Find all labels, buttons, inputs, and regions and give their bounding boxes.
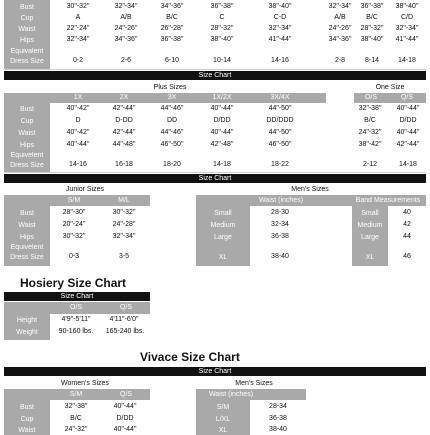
size-chart-bar-2: Size Chart	[4, 174, 426, 183]
vivace-mens-label-xl: XL	[196, 426, 250, 435]
plus-table-cell: D	[75, 117, 81, 124]
plus-table-cell: 40"-44"	[66, 141, 90, 148]
top-table-cell: 36"-38"	[160, 36, 184, 43]
onesize-qs: Q/S	[400, 94, 414, 101]
junior-cell: 30"-32"	[112, 209, 136, 216]
plus-table-cell: 16-18	[115, 161, 133, 168]
hosiery-cell: 4'9"-5'11"	[61, 316, 91, 323]
band-cell: 44	[403, 233, 411, 240]
plus-table-cell: D/DD	[213, 117, 231, 124]
vivace-mens-cell: 28-34	[269, 403, 287, 410]
womens-sizes-title: Women's Sizes	[61, 380, 109, 387]
womens-cell: 24"-32"	[64, 426, 88, 433]
top-table-cell: A/B	[334, 14, 346, 21]
top-table-cell: 24"-26"	[328, 25, 352, 32]
top-table-cell: 14-18	[398, 57, 416, 64]
top-table-cell: 34"-36"	[328, 36, 352, 43]
mens-waist-cell: 32-34	[271, 221, 289, 228]
row-label-cup: Cup	[4, 14, 50, 23]
top-table-cell: 41"-44"	[395, 36, 419, 43]
plus-table-cell: 44"-50"	[268, 129, 292, 136]
top-table-cell: 2-8	[334, 57, 346, 64]
top-table-cell: 22"-24"	[66, 25, 90, 32]
top-table-cell: 10-14	[213, 57, 231, 64]
top-table-cell: 6-10	[164, 57, 179, 64]
hosiery-title: Hosiery Size Chart	[20, 276, 127, 290]
plus-table-cell: DD/DDD	[266, 117, 294, 124]
plus-table-cell: 14-18	[213, 161, 231, 168]
hosiery-cell: 4'11"-6'0"	[109, 316, 139, 323]
junior-label-hips: Hips	[4, 233, 50, 242]
top-table-cell: 34"-36"	[114, 36, 138, 43]
mens-band-header: Band Measurements	[355, 197, 421, 204]
top-table-cell: 30"-32"	[66, 3, 90, 10]
row-label-dress-size: Dress Size	[4, 57, 50, 66]
vivace-mens-cell: 36-38	[269, 415, 287, 422]
top-table-cell: B/C	[166, 14, 178, 21]
band-cell: 40	[403, 209, 411, 216]
band-cell: 42	[403, 221, 411, 228]
junior-size-sm: S/M	[67, 197, 81, 204]
top-table-cell: 28"-32"	[360, 25, 384, 32]
plus-table-cell: 14-16	[69, 161, 87, 168]
junior-cell: 20"-24"	[62, 221, 86, 228]
plus-table-cell: 32"-38"	[358, 105, 382, 112]
plus-table-cell: 2-12	[362, 161, 377, 168]
top-table-cell: 32"-34"	[268, 25, 292, 32]
plus-table-cell: 40"-42"	[66, 105, 90, 112]
vivace-title: Vivace Size Chart	[140, 350, 240, 364]
top-table-cell: 36"-38"	[360, 3, 384, 10]
top-table-cell: 28"-32"	[210, 25, 234, 32]
hosiery-label-weight: Weight	[4, 328, 50, 337]
plus-label-bust: Bust	[4, 105, 50, 114]
junior-cell: 3-5	[118, 253, 130, 260]
plus-size-3x: 3X	[167, 94, 177, 101]
junior-cell: 24"-28"	[112, 221, 136, 228]
plus-table-cell: 40"-44"	[396, 105, 420, 112]
hosiery-size-os: O/S	[69, 304, 83, 311]
plus-label-equivalent: Equivelent	[4, 152, 50, 160]
vivace-mens-label-sm: S/M	[196, 403, 250, 412]
top-table-cell: 0-2	[72, 57, 84, 64]
plus-table-cell: B/C	[364, 117, 376, 124]
hosiery-size-qs: Q/S	[119, 304, 133, 311]
plus-size-1x2x: 1X/2X	[212, 94, 232, 101]
womens-size-qs: Q/S	[119, 391, 133, 398]
hosiery-label-height: Height	[4, 316, 50, 325]
hosiery-cell: 165-240 lbs.	[105, 328, 145, 335]
plus-table-cell: D-DD	[115, 117, 133, 124]
band-label-medium: Medium	[352, 221, 388, 230]
plus-table-cell: 42"-44"	[396, 141, 420, 148]
vivace-bar: Size Chart	[4, 367, 426, 376]
junior-label-waist: Waist	[4, 221, 50, 230]
plus-table-cell: 44"-46"	[160, 105, 184, 112]
junior-label-bust: Bust	[4, 209, 50, 218]
top-table-cell: 36"-38"	[210, 3, 234, 10]
junior-cell: 28"-30"	[62, 209, 86, 216]
plus-table-cell: 24"-32"	[358, 129, 382, 136]
mens-waist-header: Waist (inches)	[258, 197, 304, 204]
top-table-cell: 34"-36"	[160, 3, 184, 10]
band-label-large: Large	[352, 233, 388, 242]
junior-size-ml: M/L	[118, 197, 130, 204]
junior-label-dress-size: Dress Size	[4, 253, 50, 262]
plus-table-cell: 44"-48"	[112, 141, 136, 148]
plus-table-cell: 18-20	[163, 161, 181, 168]
top-table-cell: 32"-34"	[114, 3, 138, 10]
vivace-mens-title: Men's Sizes	[235, 380, 273, 387]
plus-size-1x: 1X	[73, 94, 83, 101]
top-table-cell: C	[219, 14, 225, 21]
onesize-os: O/S	[364, 94, 378, 101]
top-table-cell: 38"-40"	[268, 3, 292, 10]
mens-waist-cell: 36-38	[271, 233, 289, 240]
top-table-cell: 14-16	[271, 57, 289, 64]
top-table-cell: 41"-44"	[268, 36, 292, 43]
row-label-hips: Hips	[4, 36, 50, 45]
plus-table-cell: 42"-48"	[210, 141, 234, 148]
top-table-cell: 38"-40"	[210, 36, 234, 43]
vivace-mens-header: Waist (inches)	[208, 391, 254, 398]
top-table-cell: B/C	[366, 14, 378, 21]
plus-label-dress-size: Dress Size	[4, 161, 50, 170]
top-table-cell: 24"-26"	[114, 25, 138, 32]
womens-cell: D/DD	[116, 415, 134, 422]
mens-sizes-title: Men's Sizes	[291, 186, 329, 193]
top-table-cell: 32"-34"	[395, 25, 419, 32]
womens-cell: B/C	[70, 415, 82, 422]
womens-cell: 40"-44"	[113, 403, 137, 410]
mens-label-small: Small	[196, 209, 250, 218]
vivace-mens-cell: 38-40	[269, 426, 287, 433]
top-table-cell: 2-6	[120, 57, 132, 64]
plus-table-cell: 44"-46"	[160, 129, 184, 136]
top-table-cell: 26"-28"	[160, 25, 184, 32]
womens-cell: 32"-38"	[64, 403, 88, 410]
top-table-cell: C-D	[273, 14, 287, 21]
top-table-cell: 8-14	[364, 57, 379, 64]
top-table-cell: 32"-34"	[66, 36, 90, 43]
row-label-equivalent: Equivalent	[4, 48, 50, 56]
top-table-cell: 32"-34"	[328, 3, 352, 10]
plus-size-3x4x: 3X/4X	[270, 94, 290, 101]
plus-table-cell: DD	[166, 117, 178, 124]
top-table-cell: C/D	[400, 14, 414, 21]
junior-cell: 32"-34"	[112, 233, 136, 240]
junior-cell: 30"-32"	[62, 233, 86, 240]
top-table-cell: 38"-40"	[360, 36, 384, 43]
row-label-bust: Bust	[4, 3, 50, 12]
plus-table-cell: 38"-42"	[358, 141, 382, 148]
vivace-mens-label-lxl: L/XL	[196, 415, 250, 424]
mens-label-large: Large	[196, 233, 250, 242]
plus-size-2x: 2X	[119, 94, 129, 101]
plus-table-cell: 46"-50"	[268, 141, 292, 148]
mens-label-xl: XL	[196, 253, 250, 262]
plus-table-cell: 40"-44"	[210, 129, 234, 136]
plus-table-cell: 42"-44"	[112, 105, 136, 112]
womens-size-sm: S/M	[69, 391, 83, 398]
junior-sizes-title: Junior Sizes	[65, 186, 105, 193]
womens-label-bust: Bust	[4, 403, 50, 412]
hosiery-cell: 90-160 lbs.	[58, 328, 94, 335]
plus-table-cell: 18-22	[271, 161, 289, 168]
mens-waist-cell: 38-40	[271, 253, 289, 260]
plus-table-cell: D/DD	[399, 117, 417, 124]
band-label-small: Small	[352, 209, 388, 218]
hosiery-bar: Size Chart	[4, 292, 150, 301]
top-table-cell: A/B	[120, 14, 132, 21]
plus-table-cell: 40"-44"	[210, 105, 234, 112]
plus-table-cell: 42"-44"	[112, 129, 136, 136]
mens-label-medium: Medium	[196, 221, 250, 230]
band-label-xl: XL	[352, 253, 388, 262]
band-cell: 46	[403, 253, 411, 260]
plus-table-cell: 44"-50"	[268, 105, 292, 112]
plus-label-cup: Cup	[4, 117, 50, 126]
womens-cell: 40"-44"	[113, 426, 137, 433]
womens-label-cup: Cup	[4, 415, 50, 424]
one-size-title: One Size	[375, 84, 405, 91]
row-label-waist: Waist	[4, 25, 50, 34]
womens-label-waist: Waist	[4, 426, 50, 435]
plus-label-hips: Hips	[4, 141, 50, 150]
plus-sizes-title: Plus Sizes	[153, 84, 187, 91]
top-table-cell: A	[75, 14, 81, 21]
size-chart-bar: Size Chart	[4, 71, 426, 80]
plus-table-cell: 14-18	[399, 161, 417, 168]
junior-label-equivalent: Equivelent	[4, 244, 50, 252]
top-table-cell: 38"-40"	[395, 3, 419, 10]
plus-table-cell: 40"-44"	[396, 129, 420, 136]
mens-waist-cell: 28-30	[271, 209, 289, 216]
junior-cell: 0-3	[68, 253, 80, 260]
plus-label-waist: Waist	[4, 129, 50, 138]
plus-table-cell: 46"-50"	[160, 141, 184, 148]
plus-table-cell: 40"-42"	[66, 129, 90, 136]
